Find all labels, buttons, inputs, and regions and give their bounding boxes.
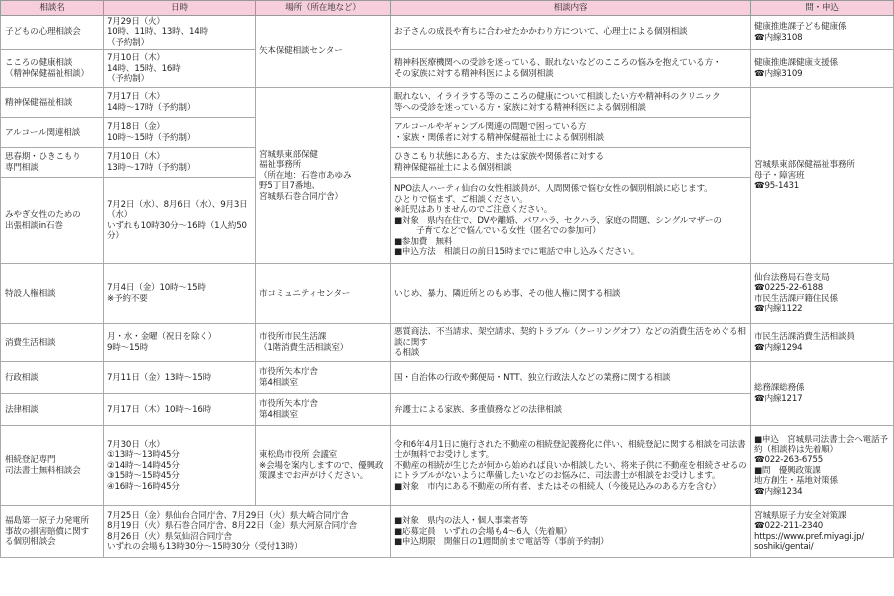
consult-name: 特設人権相談 xyxy=(1,264,104,324)
consult-contact: ■申込 宮城県司法書士会へ電話予約（相談枠は先着順） ☎022-263-6755 ■問 優興政策課 地方創生・基地対策係 ☎内線1234 xyxy=(751,426,894,506)
consult-date: 7月17日（木） 14時～17時（予約制） xyxy=(104,88,256,118)
table-row xyxy=(1,264,894,324)
consult-date: 7月10日（木） 14時、15時、16時 （予約制） xyxy=(104,50,256,88)
apply-text: 相談日の前日15時までに電話で申し込みください。 xyxy=(443,247,640,258)
consult-date: 7月25日（金）県仙台合同庁舎、7月29日（火）県大崎合同庁舎 8月19日（火）県石巻合同庁舎、8月22日（金）県大河原合同庁舎 8月26日（火）県気仙沼合同庁舎 いずれの会場も13時30分～15時30分（受付13時） xyxy=(104,506,391,558)
consult-date: 7月11日（金）13時～15時 xyxy=(104,362,256,394)
header-contact: 問・申込 xyxy=(751,1,894,16)
target-line xyxy=(394,216,747,226)
fee-text: 無料 xyxy=(435,236,453,247)
table-row xyxy=(1,88,894,118)
consult-contact: 健康推進課子ども健康係 ☎内線3108 xyxy=(751,16,894,50)
target-line-2: 子育てなどで悩んでいる女性（匿名での参加可） xyxy=(416,226,601,237)
header-content: 相談内容 xyxy=(391,1,751,16)
consult-place: 市役所矢本庁舎 第4相談室 xyxy=(256,394,391,426)
consult-name: 子どもの心理相談会 xyxy=(1,16,104,50)
consult-place: 市役所市民生活課 （1階消費生活相談室） xyxy=(256,324,391,362)
consult-contact: 宮城県原子力安全対策課 ☎022-211-2340 https://www.pref.miyagi.jp/ soshiki/gentai/ xyxy=(751,506,894,558)
content-line: ひとりで悩まず、ご相談ください。 xyxy=(394,194,528,205)
consult-contact: 仙台法務局石巻支局 ☎0225-22-6188 市民生活課戸籍住民係 ☎内線1122 xyxy=(751,264,894,324)
consult-name: みやぎ女性のための 出張相談in石巻 xyxy=(1,178,104,264)
consult-name: 福島第一原子力発電所 事故の損害賠償に関す る個別相談会 xyxy=(1,506,104,558)
consult-place: 市コミュニティセンター xyxy=(256,264,391,324)
fee-label: ■参加費 xyxy=(394,236,428,247)
table-row xyxy=(1,16,894,50)
header-place: 場所（所在地など） xyxy=(256,1,391,16)
table-row xyxy=(1,50,894,88)
consult-content: いじめ、暴力、隣近所とのもめ事、その他人権に関する相談 xyxy=(391,264,751,324)
consult-date: 7月2日（水）、8月6日（水）、9月3日（水） いずれも10時30分～16時（1人約50分） xyxy=(104,178,256,264)
consult-contact: 市民生活課消費生活相談員 ☎内線1294 xyxy=(751,324,894,362)
consult-place: 市役所矢本庁舎 第4相談室 xyxy=(256,362,391,394)
consult-content: 令和6年4月1日に施行された不動産の相続登記義務化に伴い、相続登記に関する相談を司法書士が無料でお受けします。 不動産の相続が生じたが何から始めれば良いか相談したい、将来子供に不動産を相続させるのにトラブルがないように準備したいなどのお悩みに、司法書士が相談をお受けします。 ■対象 市内にある不動産の所有者、またはその相続人（今後見込みのある方を含む） xyxy=(391,426,751,506)
apply-label: ■申込方法 xyxy=(394,247,436,258)
content-line: NPO法人ハーティ仙台の女性相談員が、人間関係で悩む女性の個別相談に応じます。 xyxy=(394,184,713,195)
consult-content: ■対象 県内の法人・個人事業者等 ■応募定員 いずれの会場も4～6人（先着順） ■申込期限 開催日の1週間前まで電話等（事前予約制） xyxy=(391,506,751,558)
consult-date: 7月10日（木） 13時～17時（予約制） xyxy=(104,148,256,178)
consult-name: 精神保健福祉相談 xyxy=(1,88,104,118)
consult-contact: 健康推進課健康支援係 ☎内線3109 xyxy=(751,50,894,88)
target-label: ■対象 xyxy=(394,215,419,226)
consult-content: 悪質商法、不当請求、架空請求、契約トラブル（クーリングオフ）などの消費生活をめぐる相談に関す る相談 xyxy=(391,324,751,362)
consult-place: 矢本保健相談センター xyxy=(256,16,391,88)
consult-content: 国・自治体の行政や郵便局・NTT、独立行政法人などの業務に関する相談 xyxy=(391,362,751,394)
consult-content: 精神科医療機関への受診を迷っている、眠れないなどのこころの悩みを抱えている方・ その家族に対する精神科医による個別相談 xyxy=(391,50,751,88)
header-row xyxy=(1,1,894,16)
consult-contact: 総務課総務係 ☎内線1217 xyxy=(751,362,894,426)
consult-name: 相続登記専門 司法書士無料相談会 xyxy=(1,426,104,506)
consult-content: アルコールやギャンブル関連の問題で困っている方 ・家族・関係者に対する精神保健福祉士による個別相談 xyxy=(391,118,751,148)
consult-name: こころの健康相談 （精神保健福祉相談） xyxy=(1,50,104,88)
consult-date: 7月18日（金） 10時～15時（予約制） xyxy=(104,118,256,148)
content-line: ※託児はありませんのでご注意ください。 xyxy=(394,205,553,216)
consult-place: 東松島市役所 会議室 ※会場を案内しますので、優興政策課までお声がけください。 xyxy=(256,426,391,506)
consult-date: 月・水・金曜（祝日を除く） 9時～15時 xyxy=(104,324,256,362)
consult-date: 7月30日（水） ①13時～13時45分 ②14時～14時45分 ③15時～15時45分 ④16時～16時45分 xyxy=(104,426,256,506)
consult-name: 法律相談 xyxy=(1,394,104,426)
consult-date: 7月4日（金）10時～15時 ※予約不要 xyxy=(104,264,256,324)
header-date: 日時 xyxy=(104,1,256,16)
table-row xyxy=(1,324,894,362)
consult-content: 弁護士による家族、多重債務などの法律相談 xyxy=(391,394,751,426)
fee-line xyxy=(394,237,747,247)
table-row xyxy=(1,362,894,394)
consult-place: 宮城県東部保健 福祉事務所 （所在地：石巻市あゆみ 野5丁目7番地、 宮城県石巻合同庁舎） xyxy=(256,88,391,264)
table-row xyxy=(1,506,894,558)
table-row xyxy=(1,426,894,506)
consult-content: お子さんの成長や育ちに合わせたかかわり方について、心理士による個別相談 xyxy=(391,16,751,50)
consult-name: アルコール関連相談 xyxy=(1,118,104,148)
consult-date: 7月29日（火） 10時、11時、13時、14時 （予約制） xyxy=(104,16,256,50)
consult-name: 行政相談 xyxy=(1,362,104,394)
consult-content xyxy=(391,178,751,264)
consult-date: 7月17日（木）10時～16時 xyxy=(104,394,256,426)
consult-contact: 宮城県東部保健福祉事務所 母子・障害班 ☎95-1431 xyxy=(751,88,894,264)
consult-name: 思春期・ひきこもり 専門相談 xyxy=(1,148,104,178)
consult-content: 眠れない、イライラする等のこころの健康について相談したい方や精神科のクリニック 等への受診を迷っている方・家族に対する精神科医による個別相談 xyxy=(391,88,751,118)
apply-line xyxy=(394,247,747,257)
consult-name: 消費生活相談 xyxy=(1,324,104,362)
header-name: 相談名 xyxy=(1,1,104,16)
target-text: 県内在住で、DVや離婚、パワハラ、セクハラ、家庭の問題、シングルマザーの xyxy=(427,215,722,226)
consult-content: ひきこもり状態にある方、または家族や関係者に対する 精神保健福祉士による個別相談 xyxy=(391,148,751,178)
